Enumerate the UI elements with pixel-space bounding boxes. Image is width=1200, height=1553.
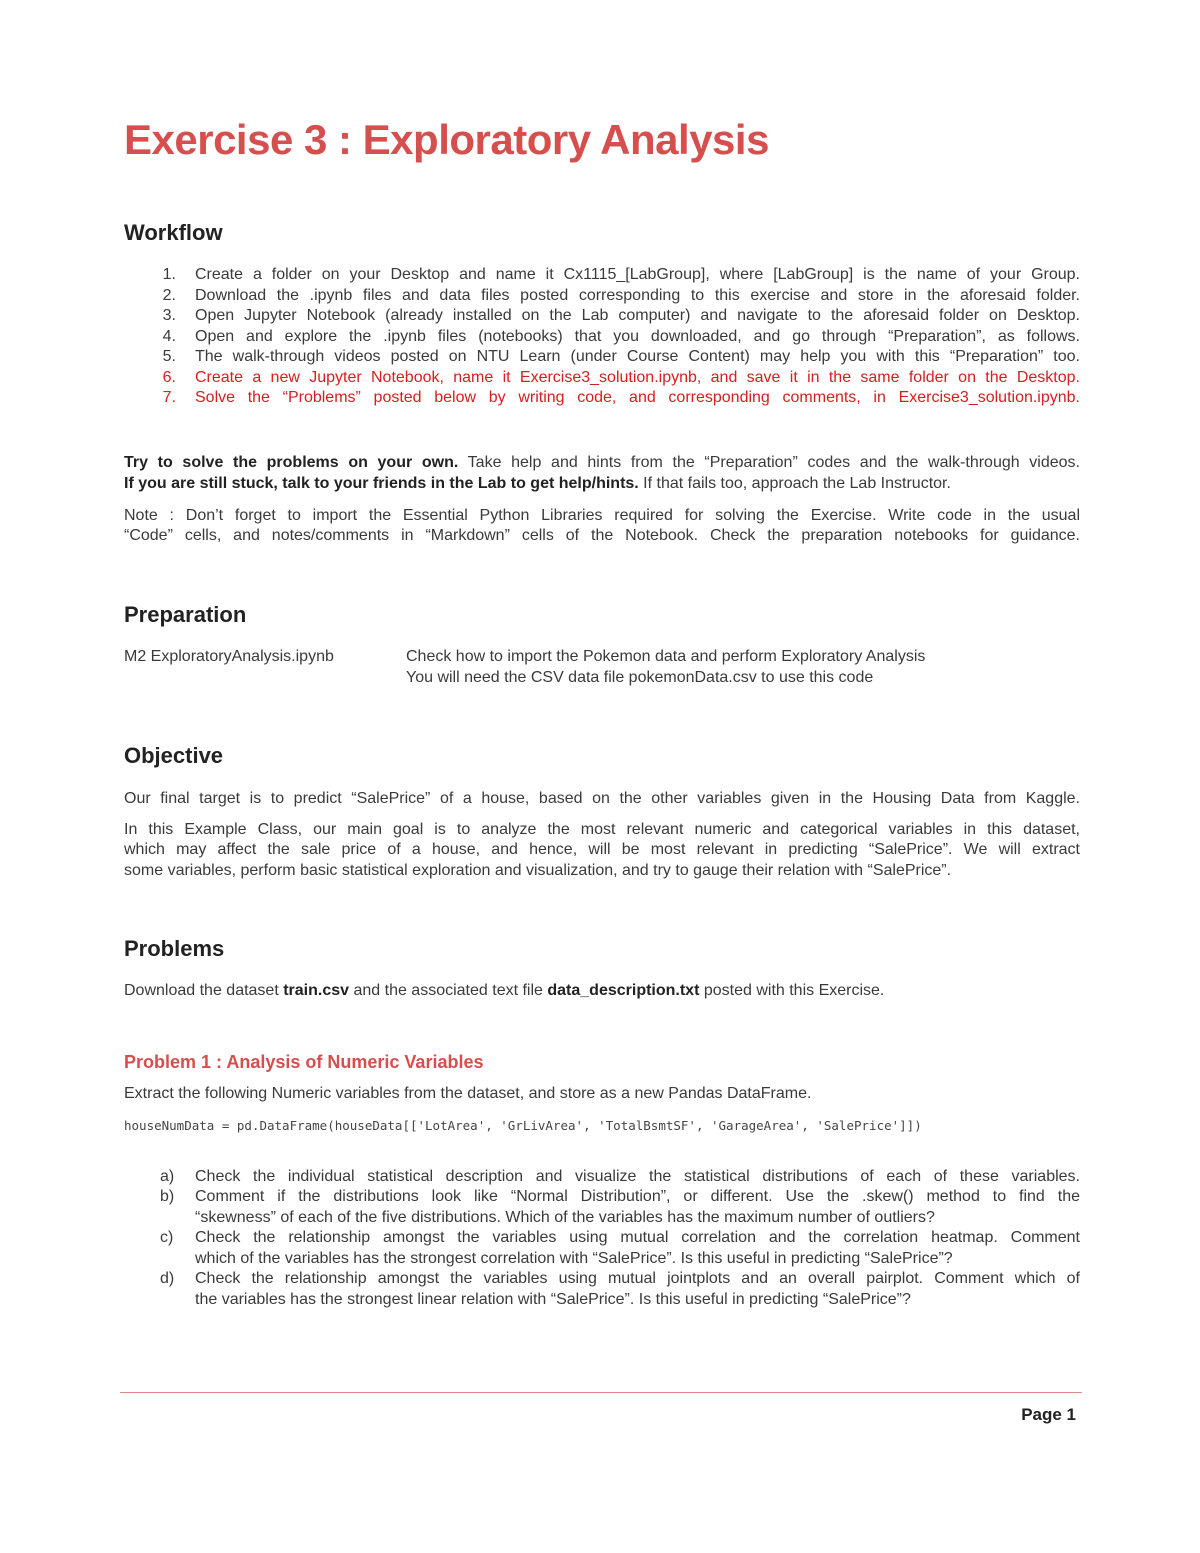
footer-divider: [120, 1392, 1082, 1393]
problem-1-title: Problem 1 : Analysis of Numeric Variables: [124, 1052, 484, 1072]
item-text: Solve the “Problems” posted below by writing code, and corresponding comments, in Exercise3_solution.ipynb.: [195, 389, 1080, 406]
download-instructions: [124, 981, 884, 1001]
item-number: 2.: [162, 287, 176, 304]
note-line-2: “Code” cells, and notes/comments in “Markdown” cells of the Notebook. Check the preparation notebooks for guidance.: [124, 527, 1080, 544]
item-text: Check the individual statistical description and visualize the statistical distributions of each of these variables.: [195, 1168, 1080, 1185]
preparation-desc-1: Check how to import the Pokemon data and perform Exploratory Analysis: [406, 648, 926, 665]
item-label: d): [160, 1270, 175, 1287]
item-text: Download the .ipynb files and data files posted corresponding to this exercise and store in the aforesaid folder.: [195, 287, 1080, 304]
item-number: 3.: [162, 307, 176, 324]
item-text: Create a new Jupyter Notebook, name it Exercise3_solution.ipynb, and save it in the same folder on the Desktop.: [195, 369, 1080, 386]
item-text: the variables has the strongest linear relation with “SalePrice”. Is this useful in predicting “SalePrice”?: [195, 1291, 911, 1308]
advice-text-2: If that fails too, approach the Lab Instructor.: [638, 475, 951, 492]
item-number: 4.: [162, 328, 176, 345]
advice-text-1: Take help and hints from the “Preparation” codes and the walk-through videos.: [458, 454, 1080, 471]
item-label: b): [160, 1188, 175, 1205]
item-text: Open Jupyter Notebook (already installed on the Lab computer) and navigate to the aforesaid folder on Desktop.: [195, 307, 1080, 324]
item-text: Open and explore the .ipynb files (notebooks) that you downloaded, and go through “Preparation”, as follows.: [195, 328, 1080, 345]
preparation-heading: Preparation: [124, 602, 247, 627]
advice-bold-2: If you are still stuck, talk to your friends in the Lab to get help/hints.: [124, 475, 639, 492]
item-label: a): [160, 1168, 175, 1185]
item-text: The walk-through videos posted on NTU Learn (under Course Content) may help you with this “Preparation” too.: [195, 348, 1080, 365]
page-title: Exercise 3 : Exploratory Analysis: [124, 116, 769, 163]
code-snippet: houseNumData = pd.DataFrame(houseData[['LotArea', 'GrLivArea', 'TotalBsmtSF', 'GarageArea', 'SalePrice']]): [124, 1118, 922, 1133]
item-text: “skewness” of each of the five distributions. Which of the variables has the maximum number of outliers?: [195, 1209, 935, 1226]
item-number: 6.: [162, 369, 176, 386]
advice-line-1: [124, 453, 1080, 473]
item-text: which of the variables has the strongest correlation with “SalePrice”. Is this useful in predicting “SalePrice”?: [195, 1250, 953, 1267]
item-text: Check the relationship amongst the variables using mutual jointplots and an overall pairplot. Comment which of: [195, 1270, 1080, 1287]
download-text: Download the dataset: [124, 982, 284, 999]
item-text: Check the relationship amongst the variables using mutual correlation and the correlation heatmap. Comment: [195, 1229, 1080, 1246]
preparation-desc-2: You will need the CSV data file pokemonData.csv to use this code: [406, 669, 874, 686]
item-number: 5.: [162, 348, 176, 365]
item-text: Create a folder on your Desktop and name it Cx1115_[LabGroup], where [LabGroup] is the name of your Group.: [195, 266, 1080, 283]
objective-para-2-line-1: In this Example Class, our main goal is to analyze the most relevant numeric and categorical variables in this dataset,: [124, 821, 1080, 838]
problems-heading: Problems: [124, 936, 225, 961]
page-number: Page 1: [1021, 1405, 1076, 1424]
train-file-name: train.csv: [283, 982, 350, 999]
objective-para-1: Our final target is to predict “SalePrice” of a house, based on the other variables given in the Housing Data from Kaggle.: [124, 790, 1080, 807]
advice-line-2: [124, 474, 951, 494]
download-text: posted with this Exercise.: [699, 982, 885, 999]
advice-bold-1: Try to solve the problems on your own.: [124, 454, 459, 471]
objective-heading: Objective: [124, 743, 224, 768]
note-line-1: Note : Don’t forget to import the Essential Python Libraries required for solving the Exercise. Write code in the usual: [124, 507, 1080, 524]
objective-para-2-line-3: some variables, perform basic statistical exploration and visualization, and try to gauge their relation with “SalePrice”.: [124, 862, 952, 879]
problem-1-intro: Extract the following Numeric variables from the dataset, and store as a new Pandas DataFrame.: [124, 1085, 812, 1102]
item-number: 7.: [162, 389, 176, 406]
item-number: 1.: [162, 266, 176, 283]
preparation-file: M2 ExploratoryAnalysis.ipynb: [124, 648, 334, 665]
description-file-name: data_description.txt: [547, 982, 700, 999]
item-label: c): [160, 1229, 174, 1246]
workflow-heading: Workflow: [124, 220, 223, 245]
objective-para-2-line-2: which may affect the sale price of a house, and hence, will be most relevant in predicting “SalePrice”. We will extract: [124, 841, 1080, 858]
download-text: and the associated text file: [349, 982, 548, 999]
item-text: Comment if the distributions look like “Normal Distribution”, or different. Use the .skew() method to find the: [195, 1188, 1080, 1205]
